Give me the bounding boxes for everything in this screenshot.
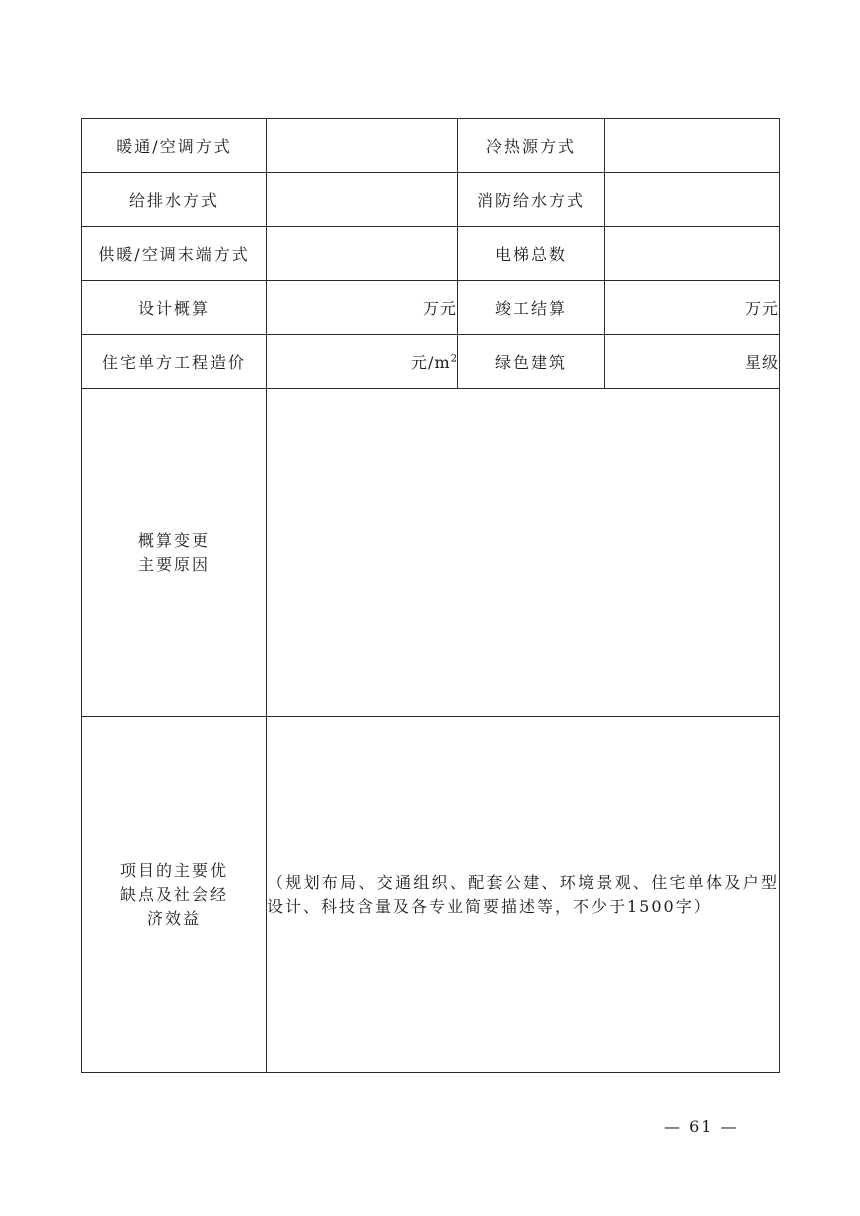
label-line: 济效益 [146,908,201,928]
table-row [82,119,780,173]
label-line: 概算变更 [137,530,210,550]
table-row [82,335,780,389]
table-row [82,173,780,227]
unit-text: 元$/m^2$ [411,353,457,372]
elevator-count-field[interactable] [605,227,780,281]
unit-text: 星级 [744,353,779,372]
hvac-mode-field[interactable] [267,119,458,173]
terminal-mode-label: 供暖/空调末端方式 [82,227,267,281]
table-row [82,281,780,335]
project-info-table [81,118,780,1073]
final-settlement-field[interactable] [605,281,780,335]
unit-text: 万元 [744,299,779,318]
green-building-label: 绿色建筑 [458,335,605,389]
fire-water-supply-field[interactable] [605,173,780,227]
unit-cost-field[interactable] [267,335,458,389]
page-number: — 61 — [664,1117,739,1136]
design-budget-label: 设计概算 [82,281,267,335]
terminal-mode-field[interactable] [267,227,458,281]
fire-water-supply-label: 消防给水方式 [458,173,605,227]
superscript: 2 [450,353,457,365]
final-settlement-label: 竣工结算 [458,281,605,335]
green-building-field[interactable] [605,335,780,389]
label-line: 缺点及社会经 [119,884,228,904]
water-supply-drainage-field[interactable] [267,173,458,227]
table-row [82,389,780,717]
unit-text: 万元 [422,299,457,318]
budget-change-field[interactable] [267,389,780,717]
design-budget-field[interactable] [267,281,458,335]
hvac-mode-label: 暖通/空调方式 [82,119,267,173]
budget-change-label [82,389,267,717]
table-row [82,227,780,281]
benefits-note: （规划布局、交通组织、配套公建、环境景观、住宅单体及户型设计、科技含量及各专业简要描述等，不少于1500字） [267,872,779,916]
heat-cold-source-field[interactable] [605,119,780,173]
elevator-count-label: 电梯总数 [458,227,605,281]
benefits-label [82,717,267,1073]
table-row [82,717,780,1073]
label-line: 主要原因 [137,554,210,574]
heat-cold-source-label: 冷热源方式 [458,119,605,173]
unit-cost-label: 住宅单方工程造价 [82,335,267,389]
benefits-field[interactable] [267,717,780,1073]
label-line: 项目的主要优 [119,860,228,880]
water-supply-drainage-label: 给排水方式 [82,173,267,227]
